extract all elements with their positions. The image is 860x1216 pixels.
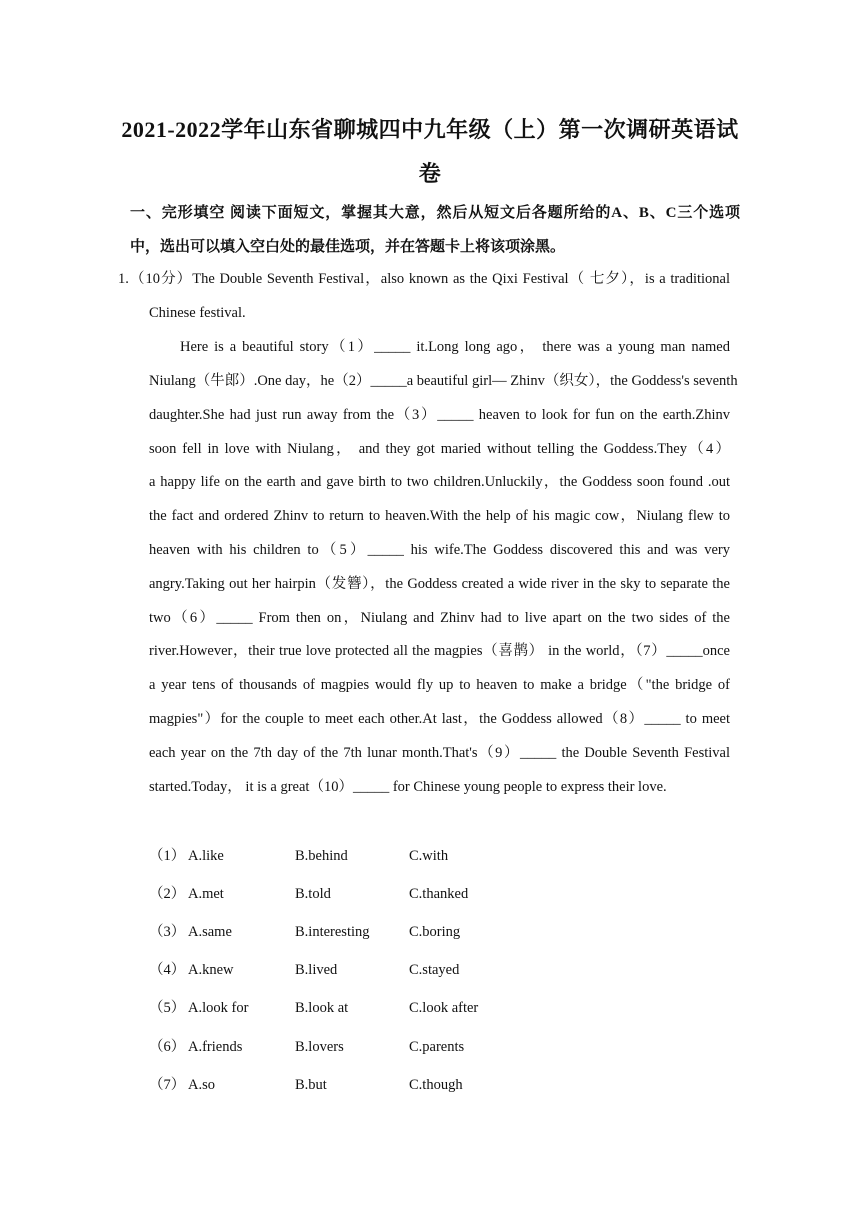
- option-c[interactable]: C.thanked: [409, 886, 469, 902]
- option-number: （2）: [149, 886, 186, 902]
- option-b[interactable]: B.lived: [295, 962, 338, 978]
- option-c[interactable]: C.boring: [409, 924, 461, 940]
- page-title-line-2: 卷: [418, 161, 442, 186]
- passage-line: each year on the 7th day of the 7th lunar month.That's（9）_____ the Double Seventh Festival: [149, 745, 730, 761]
- passage-line: the fact and ordered Zhinv to return to heaven.With the help of his magic cow，Niulang flew to: [149, 508, 730, 524]
- passage-line: daughter.She had just run away from the（3）_____ heaven to look for fun on the earth.Zhinv: [149, 407, 730, 423]
- option-b[interactable]: B.lovers: [295, 1039, 344, 1055]
- passage-line: Here is a beautiful story（1）_____ it.Long long ago， there was a young man named: [180, 339, 730, 355]
- option-c[interactable]: C.parents: [409, 1039, 465, 1055]
- page-title-line-1: 2021-2022学年山东省聊城四中九年级（上）第一次调研英语试: [121, 117, 739, 142]
- passage-line: two（6）_____ From then on，Niulang and Zhinv had to live apart on the two sides of the: [149, 610, 730, 626]
- option-a[interactable]: A.friends: [188, 1039, 243, 1055]
- option-a[interactable]: A.knew: [188, 962, 234, 978]
- section-heading-line-1: 一、完形填空 阅读下面短文，掌握其大意，然后从短文后各题所给的A、B、C三个选项: [130, 205, 740, 221]
- option-number: （7）: [149, 1077, 186, 1093]
- option-number: （1）: [149, 848, 186, 864]
- option-b[interactable]: B.interesting: [295, 924, 370, 940]
- passage-line: a happy life on the earth and gave birth to two children.Unluckily，the Goddess soon found .out: [149, 474, 730, 490]
- option-a[interactable]: A.so: [188, 1077, 215, 1093]
- option-a[interactable]: A.same: [188, 924, 232, 940]
- passage-line: a year tens of thousands of magpies would fly up to heaven to make a bridge（"the bridge of: [149, 677, 730, 693]
- option-a[interactable]: A.met: [188, 886, 224, 902]
- passage-line: started.Today， it is a great（10）_____ for Chinese young people to express their love.: [149, 779, 667, 795]
- option-number: （4）: [149, 962, 186, 978]
- option-a[interactable]: A.like: [188, 848, 224, 864]
- option-c[interactable]: C.with: [409, 848, 449, 864]
- option-a[interactable]: A.look for: [188, 1000, 249, 1016]
- option-number: （3）: [149, 924, 186, 940]
- option-number: （6）: [149, 1039, 186, 1055]
- section-heading-line-2: 中，选出可以填入空白处的最佳选项，并在答题卡上将该项涂黑。: [130, 239, 566, 255]
- option-b[interactable]: B.told: [295, 886, 331, 902]
- passage-line: soon fell in love with Niulang， and they got maried without telling the Goddess.They（4）: [149, 441, 730, 457]
- option-b[interactable]: B.but: [295, 1077, 327, 1093]
- passage-line: Niulang（牛郎）.One day，he（2）_____a beautiful girl— Zhinv（织女），the Goddess's seventh: [149, 373, 738, 389]
- question-line: Chinese festival.: [149, 305, 246, 321]
- question-line: 1.（10分）The Double Seventh Festival，also known as the Qixi Festival（ 七夕），is a traditional: [118, 271, 730, 287]
- option-b[interactable]: B.look at: [295, 1000, 349, 1016]
- option-c[interactable]: C.look after: [409, 1000, 479, 1016]
- option-c[interactable]: C.though: [409, 1077, 463, 1093]
- passage-line: river.However，their true love protected all the magpies（喜鹊） in the world，（7）_____once: [149, 643, 730, 659]
- option-b[interactable]: B.behind: [295, 848, 348, 864]
- passage-line: magpies"）for the couple to meet each other.At last，the Goddess allowed（8）_____ to meet: [149, 711, 730, 727]
- passage-line: angry.Taking out her hairpin（发簪），the Goddess created a wide river in the sky to separate the: [149, 576, 730, 592]
- option-c[interactable]: C.stayed: [409, 962, 460, 978]
- option-number: （5）: [149, 1000, 186, 1016]
- passage-line: heaven with his children to（5）_____ his wife.The Goddess discovered this and was very: [149, 542, 730, 558]
